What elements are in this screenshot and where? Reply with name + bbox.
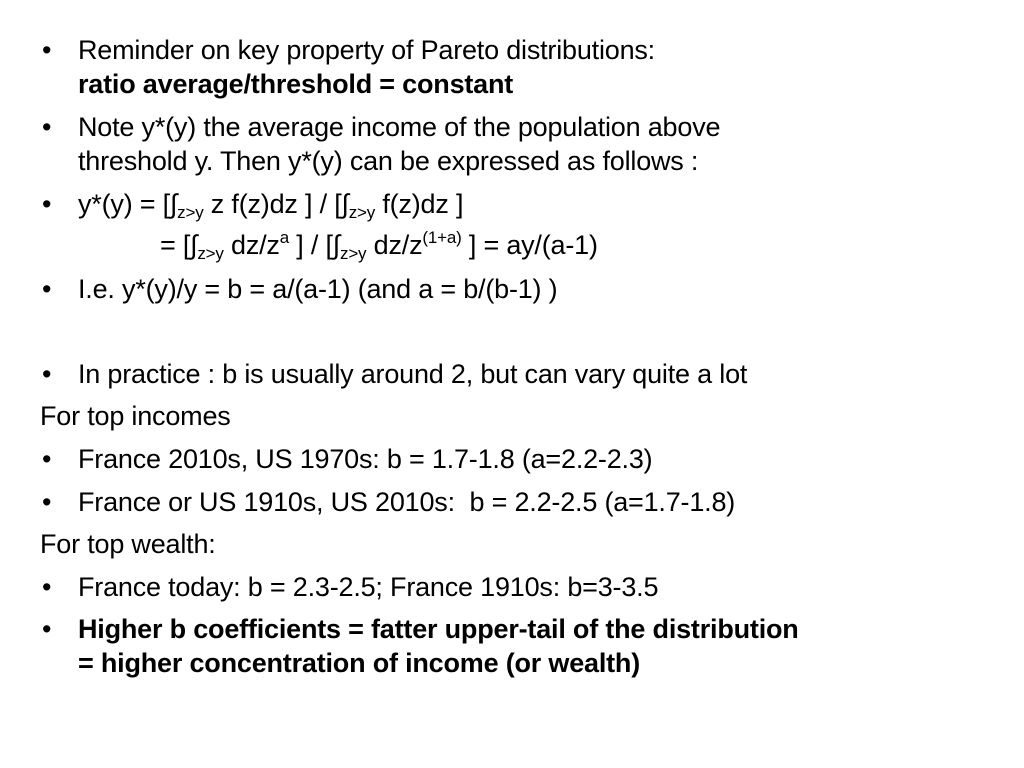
formula-line-2 [160,229,598,261]
formula-superscript: a [279,228,289,247]
formula-subscript: z>y [340,244,367,263]
bullet-glyph: • [42,444,52,474]
heading-top-incomes: For top incomes [40,401,231,431]
bullet-1-bold-text: ratio average/threshold = constant [78,69,514,99]
bullet-9-bold-text: Higher b coefficients = fatter upper-tail of the distribution [78,614,799,644]
formula-part: = [∫ [160,230,198,260]
formula-part: dz/z [366,230,423,260]
bullet-glyph: • [42,189,52,219]
bullet-2-text: Note y*(y) the average income of the population above [78,112,721,142]
heading-top-wealth: For top wealth: [40,529,216,559]
bullet-glyph: • [42,112,52,142]
bullet-2-text-cont: threshold y. Then y*(y) can be expressed as follows : [78,146,699,176]
bullet-glyph: • [42,614,52,644]
formula-part: dz/z [223,230,280,260]
formula-part: f(z)dz ] [375,189,464,219]
bullet-8-text: France today: b = 2.3-2.5; France 1910s: b=3-3.5 [78,572,659,602]
bullet-6-text: France 2010s, US 1970s: b = 1.7-1.8 (a=2.2-2.3) [78,444,653,474]
formula-subscript: z>y [177,203,204,222]
bullet-7-text: France or US 1910s, US 2010s: b = 2.2-2.5 (a=1.7-1.8) [78,487,736,517]
formula-part: y*(y) = [∫ [78,189,178,219]
formula-superscript: (1+a) [422,228,462,247]
bullet-4-text: I.e. y*(y)/y = b = a/(a-1) (and a = b/(b-1) ) [78,274,558,304]
formula-part: ] = ay/(a-1) [461,230,598,260]
formula-line-1 [78,188,463,220]
bullet-5-text: In practice : b is usually around 2, but can vary quite a lot [78,359,748,389]
formula-part: ] / [∫ [289,230,341,260]
formula-subscript: z>y [348,203,376,222]
bullet-glyph: • [42,359,52,389]
bullet-1-text: Reminder on key property of Pareto distributions: [78,35,655,65]
bullet-glyph: • [42,487,52,517]
bullet-glyph: • [42,572,52,602]
formula-subscript: z>y [197,244,224,263]
bullet-glyph: • [42,35,52,65]
bullet-9-bold-text-cont: = higher concentration of income (or wealth) [78,648,641,678]
bullet-glyph: • [42,274,52,304]
formula-part: z f(z)dz ] / [∫ [203,189,349,219]
